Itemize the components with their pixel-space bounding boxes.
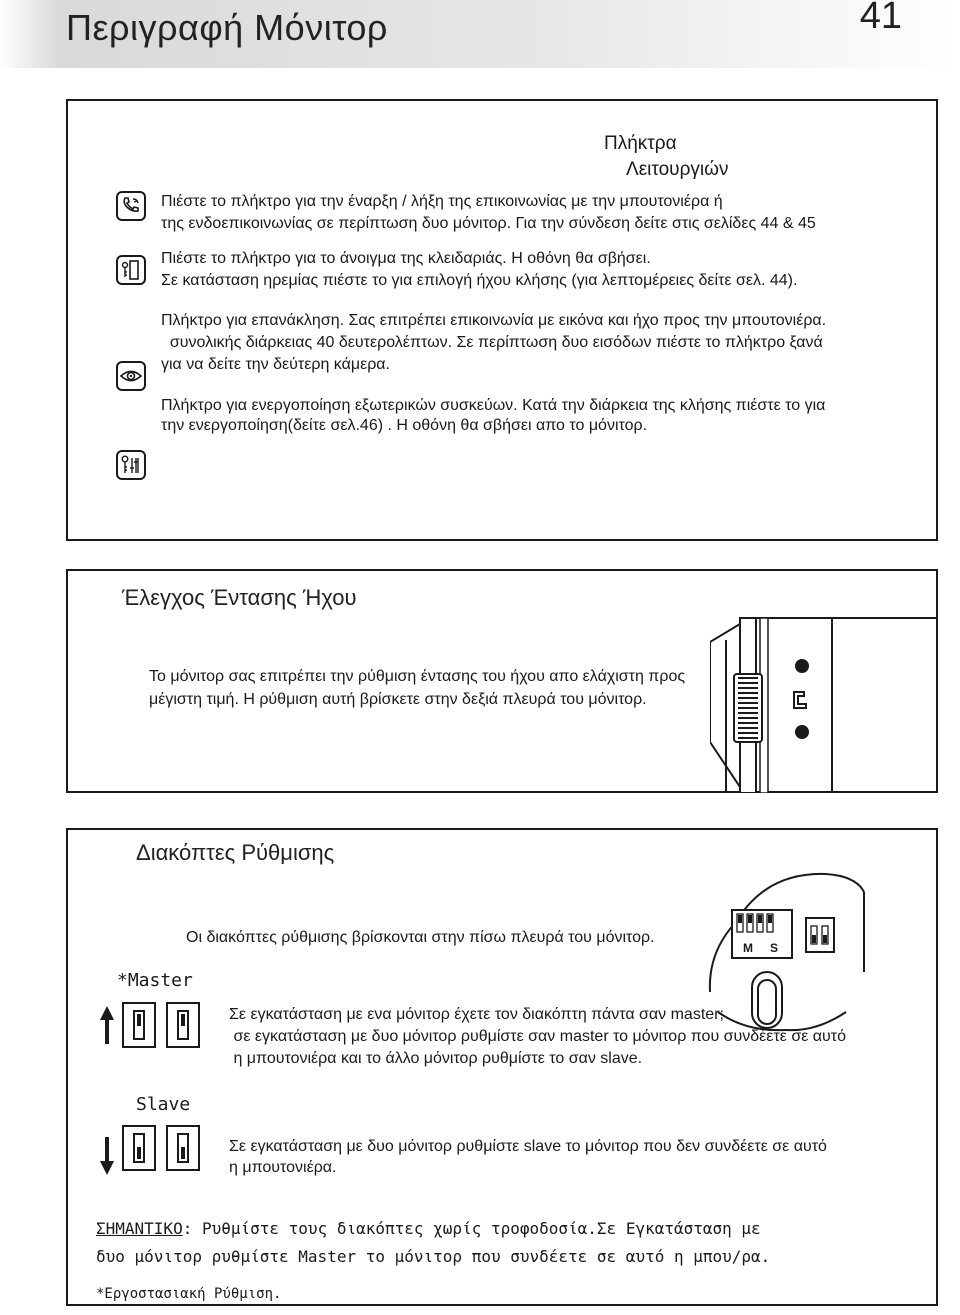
key-auxiliary-icon (116, 450, 146, 480)
volume-heading: Έλεγχος Έντασης Ήχου (122, 585, 357, 610)
master-label: *Master (117, 970, 193, 991)
page-number: 41 (859, 0, 902, 37)
eye-icon (116, 361, 146, 391)
monitor-side-illustration (710, 612, 938, 793)
recall-text-line1: Πλήκτρο για επανάκληση. Σας επιτρέπει επικοινωνία με εικόνα και ήχο προς την μπουτονιέρα. (161, 312, 827, 329)
important-label: ΣΗΜΑΝΤΙΚΟ (96, 1219, 183, 1238)
slave-switch-pair (122, 1125, 200, 1171)
master-text-line1: Σε εγκατάσταση με ενα μόνιτορ έχετε τον διακόπτη πάντα σαν master; (229, 1006, 724, 1023)
function-keys-heading-line2: Λειτουργιών (626, 159, 729, 180)
recall-text-line2: συνολικής διάρκειας 40 δευτερολέπτων. Σε περίπτωση δυο εισόδων πιέστε το πλήκτρο ξανά (161, 334, 823, 351)
master-text-line3: η μπουτονιέρα και το άλλο μόνιτορ ρυθμίστε το σαν slave. (229, 1050, 643, 1067)
factory-setting-note: *Εργοστασιακή Ρύθμιση. (96, 1286, 282, 1302)
back-panel-illustration (706, 862, 866, 1032)
dip-heading: Διακόπτες Ρύθμισης (136, 840, 335, 865)
svg-text:S: S (770, 941, 779, 955)
master-text-line2: σε εγκατάσταση με δυο μόνιτορ ρυθμίστε σαν master το μόνιτορ που συνδέετε σε αυτό (229, 1028, 847, 1045)
aux-text-line2: την ενεργοποίηση(δείτε σελ.46) . Η οθόνη θα σβήσει απο το μόνιτορ. (161, 417, 648, 434)
svg-text:M: M (743, 941, 753, 955)
page-title: Περιγραφή Μόνιτορ (66, 7, 388, 48)
master-switch-pair (122, 1002, 200, 1048)
door-key-icon (116, 255, 146, 285)
dip-location-text: Οι διακόπτες ρύθμισης βρίσκονται στην πίσω πλευρά του μόνιτορ. (186, 929, 655, 946)
slave-text-line2: η μπουτονιέρα. (229, 1159, 337, 1176)
recall-text-line3: για να δείτε την δεύτερη κάμερα. (161, 356, 390, 373)
handset-text-line2: της ενδοεπικοινωνίας σε περίπτωση δυο μόνιτορ. Για την σύνδεση δείτε στις σελίδες 44 & 45 (161, 215, 816, 232)
important-note-line2: δυο μόνιτορ ρυθμίστε Master το μόνιτορ που συνδέετε σε αυτό η μπου/ρα. (96, 1247, 771, 1266)
volume-text-line2: μέγιστη τιμή. Η ρύθμιση αυτή βρίσκετε στην δεξιά πλευρά του μόνιτορ. (149, 691, 647, 708)
aux-text-line1: Πλήκτρο για ενεργοποίηση εξωτερικών συσκεύων. Κατά την διάρκεια της κλήσης πιέστε το για (161, 397, 826, 414)
important-text: : Ρυθμίστε τους διακόπτες χωρίς τροφοδοσία.Σε Εγκατάσταση με (182, 1219, 761, 1238)
arrow-down-icon (98, 1135, 116, 1177)
door-text-line1: Πιέστε το πλήκτρο για το άνοιγμα της κλειδαριάς. Η οθόνη θα σβήσει. (161, 250, 651, 267)
door-text-line2: Σε κατάσταση ηρεμίας πιέστε το για επιλογή ήχου κλήσης (για λεπτομέρειες δείτε σελ. 44). (161, 272, 798, 289)
volume-text-line1: Το μόνιτορ σας επιτρέπει την ρύθμιση έντασης του ήχου απο ελάχιστη προς (149, 668, 686, 685)
volume-wheel-icon (734, 674, 762, 742)
slave-switch-2 (166, 1125, 200, 1171)
important-note-line1 (96, 1218, 761, 1240)
slave-switch-1 (122, 1125, 156, 1171)
slave-text-line1: Σε εγκατάσταση με δυο μόνιτορ ρυθμίστε slave το μόνιτορ που δεν συνδέετε σε αυτό (229, 1138, 827, 1155)
arrow-up-icon (98, 1004, 116, 1046)
handset-text-line1: Πιέστε το πλήκτρο για την έναρξη / λήξη της επικοινωνίας με την μπουτονιέρα ή (161, 193, 723, 210)
master-switch-2 (166, 1002, 200, 1048)
slave-label: Slave (136, 1094, 191, 1115)
handset-icon (116, 191, 146, 221)
function-keys-heading-line1: Πλήκτρα (604, 133, 677, 154)
master-switch-1 (122, 1002, 156, 1048)
